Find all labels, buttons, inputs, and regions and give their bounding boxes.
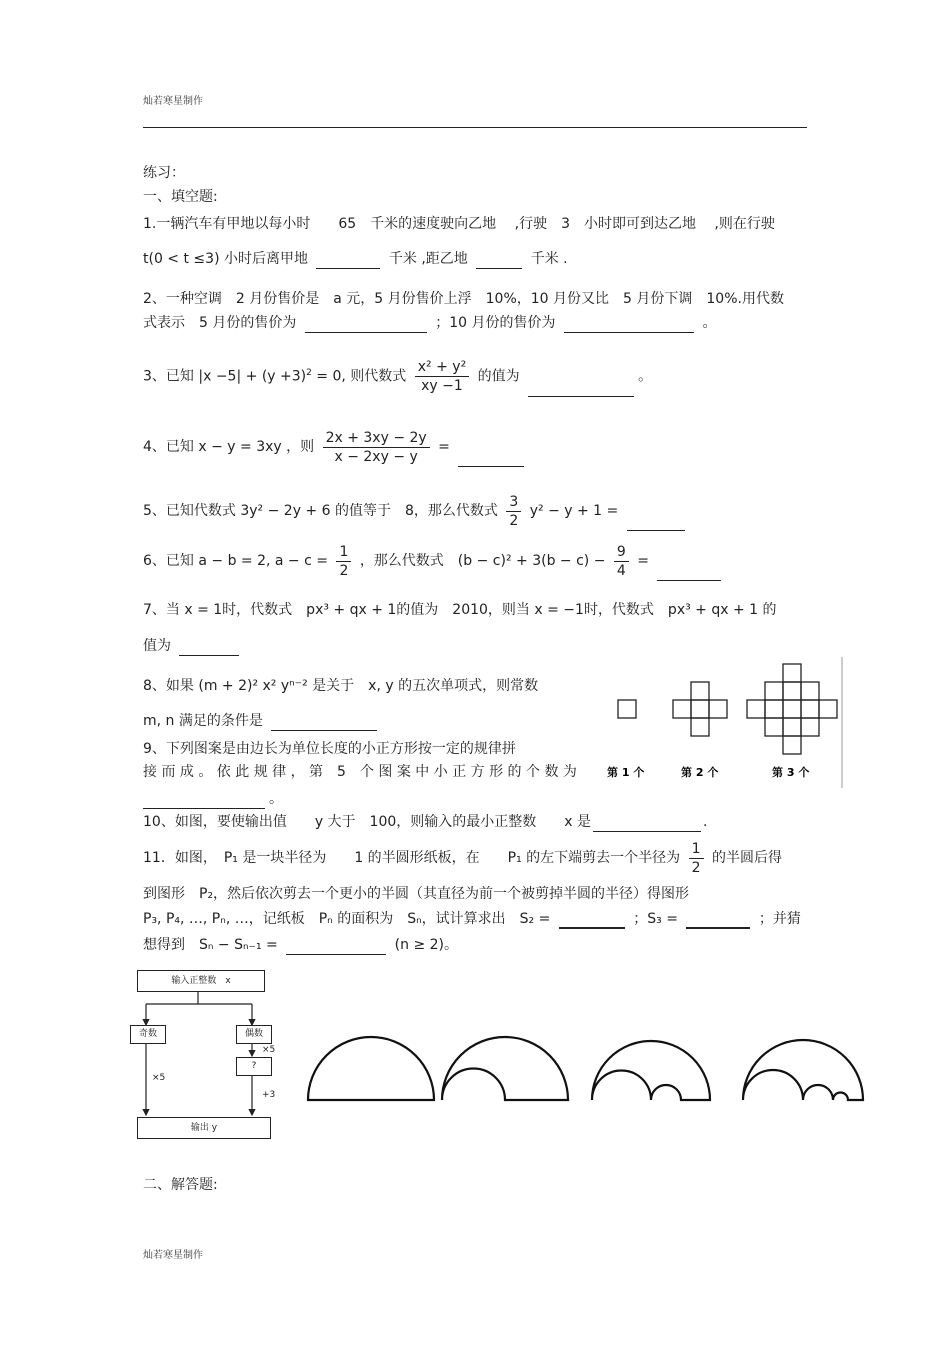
q10-text-a: 10、如图，要使输出值 y 大于 100，则输入的最小正整数 x 是 [143,814,592,830]
q3-prefix: 3、已知 [143,368,194,385]
q7-line1: 7、当 x = 1时，代数式 px³ + qx + 1的值为 2010，则当 x = −1时，代数式 px³ + qx + 1 的 [143,602,777,618]
q4-frac-num: 2x + 3xy − 2y [323,429,430,448]
q6-eq: = [637,553,649,569]
q1-text-c: 千米 . [530,251,568,267]
q7-blank[interactable] [179,655,239,656]
q4-eq: = [438,439,450,455]
q3-frac-num: x² + y² [415,358,469,377]
q6-blank[interactable] [657,580,721,581]
flow-input-box: 输入正整数 x [137,970,265,992]
q8-line1: 8、如果 (m + 2)² x² yⁿ⁻² 是关于 x, y 的五次单项式，则常数 [143,678,539,694]
q6-frac2-num: 9 [614,543,629,562]
q5-suffix: y² − y + 1 = [529,503,619,519]
q11-frac-den: 2 [691,859,701,876]
pattern-label-1: 第 1 个 [607,766,645,779]
q9-line1: 9、下列图案是由边长为单位长度的小正方形按一定的规律拼 [143,741,516,757]
practice-title: 练习： [143,165,185,181]
q2-text-c: 。 [702,315,717,331]
q5-frac-den: 2 [509,512,519,529]
q4-frac-den: x − 2xy − y [334,448,418,465]
q4-prefix: 4、已知 x − y = 3xy ，则 [143,439,315,455]
flow-output-box: 输出 y [137,1117,271,1139]
q3-mid: = 0, 则代数式 [311,368,407,385]
q6-fraction-1 [336,543,351,580]
flow-plus3: +3 [262,1090,276,1100]
q3-fraction [415,358,469,395]
q1-text-a: t(0 < t ≤3) 小时后离甲地 [143,251,308,267]
q10-text-b: . [703,814,708,830]
q10-blank[interactable] [593,831,701,832]
q11-blank-s2[interactable] [559,927,625,929]
q11-text-4b: (n ≥ 2)。 [394,937,458,953]
figure-p3 [592,1041,710,1100]
q11-blank-s3[interactable] [686,927,750,929]
q6-mid: ，那么代数式 (b − c)² + 3(b − c) − [359,553,606,569]
q2-blank-1[interactable] [305,332,427,333]
page-footer: 灿若寒星制作 [143,1250,203,1261]
q8-line2 [143,711,381,731]
q3-exp: 2 [306,368,312,378]
q11-line4 [143,935,458,955]
q11-line3 [143,909,801,929]
q6-line [143,541,725,581]
q7-text: 值为 [143,638,171,654]
q11-text-b: 的半圆后得 [712,850,783,866]
q4-blank[interactable] [458,466,524,467]
q2-line1: 2、一种空调 2 月份售价是 a 元，5 月份售价上浮 10%，10 月份又比 5 月份下调 10%.用代数 [143,291,784,307]
pattern-label-3: 第 3 个 [772,766,810,779]
q5-prefix: 5、已知代数式 3y² − 2y + 6 的值等于 8，那么代数式 [143,503,498,519]
flow-unknown-box: ? [236,1057,272,1076]
q1-text-b: 千米 ,距乙地 [388,251,468,267]
q9-line2: 接 而 成 。 依 此 规 律 ， 第 5 个 图 案 中 小 正 方 形 的 个 数 为 [143,764,577,780]
q5-frac-num: 3 [506,493,521,512]
header-rule [143,127,807,128]
q9-blank[interactable] [143,808,265,809]
figure-p4 [743,1040,863,1100]
q1-line2 [143,249,568,269]
q9-line3 [143,789,283,809]
q7-line2 [143,636,243,656]
q6-frac1-den: 2 [339,562,349,579]
q11-frac-num: 1 [689,840,704,859]
q8-text: m, n 满足的条件是 [143,713,263,729]
q11-text-a: 11．如图， P₁ 是一块半径为 1 的半圆形纸板，在 P₁ 的左下端剪去一个半径为 [143,850,681,866]
figure-p2 [442,1037,568,1100]
q1-line1: 1.一辆汽车有甲地以每小时 65 千米的速度驶向乙地 ,行驶 3 小时即可到达乙地 ,则在行驶 [143,216,775,232]
q3-frac-den: xy −1 [421,378,463,395]
q2-text-a: 式表示 5 月份的售价为 [143,315,297,331]
q6-frac2-den: 4 [616,562,626,579]
q11-blank-diff[interactable] [286,954,386,955]
q11-text-3b: ；S₃ = [633,911,678,927]
q6-frac1-num: 1 [336,543,351,562]
figure-p1 [308,1037,434,1100]
q3-suffix: 的值为 [477,368,520,385]
q6-fraction-2 [614,543,629,580]
page-header: 灿若寒星制作 [143,96,203,107]
q5-fraction [506,493,521,530]
q11-line1 [143,838,782,878]
pattern-1-square [618,700,636,718]
flow-times5-left: ×5 [152,1073,166,1083]
flow-odd-box: 奇数 [130,1025,166,1044]
q2-text-b: ；10 月份的售价为 [435,315,556,331]
section2-title: 二、解答题: [143,1177,218,1193]
q4-line [143,427,528,467]
q11-text-3c: ；并猜 [758,911,801,927]
pattern-3 [747,664,837,754]
section1-title: 一、填空题: [143,189,218,205]
q3-expr: |x −5| + (y +3) [198,368,307,385]
q5-blank[interactable] [627,530,685,531]
q3-blank[interactable] [528,396,634,397]
flow-even-box: 偶数 [236,1025,272,1044]
semicircle-figures [300,1020,870,1110]
q8-blank[interactable] [271,730,377,731]
q11-text-3a: P₃, P₄, …, Pₙ, …，记纸板 Pₙ 的面积为 Sₙ，试计算求出 S₂ = [143,911,551,927]
q1-blank-2[interactable] [476,268,522,269]
q3-line [143,353,652,397]
pattern-label-2: 第 2 个 [681,766,719,779]
q11-text-4a: 想得到 Sₙ − Sₙ₋₁ = [143,937,278,953]
pattern-2 [673,682,727,736]
flow-times5-right: ×5 [262,1045,276,1055]
q1-blank-1[interactable] [316,268,380,269]
q4-fraction [323,429,430,466]
q5-line [143,491,689,531]
q9-pattern-figure [600,655,850,790]
q9-end: 。 [269,791,283,807]
q6-prefix: 6、已知 a − b = 2, a − c = [143,553,328,569]
q11-fraction [689,840,704,877]
q10-line [143,812,707,832]
q2-line2 [143,313,716,333]
q11-line2: 到图形 P₂，然后依次剪去一个更小的半圆（其直径为前一个被剪掉半圆的半径）得图形 [143,886,690,902]
q3-end: 。 [638,368,653,385]
q2-blank-2[interactable] [564,332,694,333]
